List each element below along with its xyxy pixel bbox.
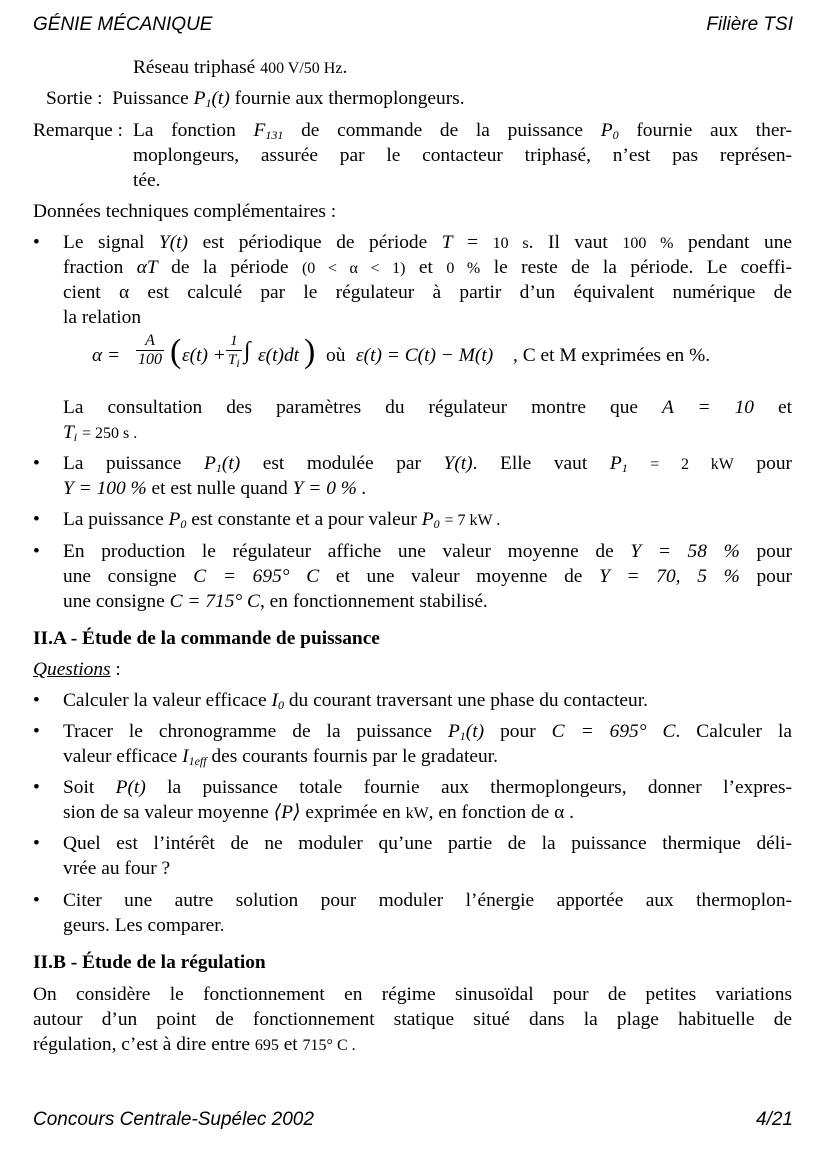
q2-line-2 xyxy=(63,744,498,769)
remarque-text-b: de commande de la puissance xyxy=(301,120,584,141)
b2-text-c: . Elle vaut xyxy=(472,453,588,474)
remarque-line-3: tée. xyxy=(133,170,161,191)
consult-text-c: et xyxy=(777,397,792,418)
remarque-label: Remarque : xyxy=(33,120,123,141)
epsilon-term: ε(t) + xyxy=(182,345,226,366)
p0-var-2: $P_0$ xyxy=(421,509,440,531)
b1-text-b: est périodique de période xyxy=(202,232,428,253)
alpha-range: (0 < α < 1) xyxy=(301,260,406,277)
b3-text-b: est constante et a pour valeur xyxy=(191,509,417,530)
q2-line-1 xyxy=(63,719,792,744)
b1-l2-text-a: fraction xyxy=(63,257,124,278)
b2-text-b: est modulée par xyxy=(262,453,421,474)
b4-l2-text-e: pour xyxy=(756,566,792,587)
ti-value: = 250 s . xyxy=(82,425,138,442)
temp-715: 715° C . xyxy=(302,1037,356,1054)
q2-p1t-symbol: $P_1(t)$ xyxy=(447,721,485,743)
reseau-line xyxy=(133,55,347,81)
q3-line-1 xyxy=(63,775,792,800)
ti-symbol: $T_i$ xyxy=(63,422,78,444)
y-58: Y = 58 % xyxy=(630,541,740,562)
p0-value: = 7 kW . xyxy=(444,512,501,529)
formula-end: , C et M exprimées en %. xyxy=(513,345,711,366)
b-p3-text-c: et xyxy=(283,1034,298,1055)
y-0: Y = 0 % . xyxy=(292,478,367,499)
q2-l2-text-b: des courants fournis par le gradateur. xyxy=(211,746,498,767)
bullet-q4: • xyxy=(33,833,40,854)
frac-num: A xyxy=(136,332,164,351)
frac-ti: $T_i$ xyxy=(228,352,240,370)
formula-where: où xyxy=(326,345,346,366)
bullet-4: • xyxy=(33,541,40,562)
footer-page-number: 4/21 xyxy=(756,1109,793,1130)
fraction-1-ti xyxy=(226,332,242,369)
bullet-3: • xyxy=(33,509,40,530)
b3-text-a: La puissance xyxy=(63,509,164,530)
p0-symbol: $P_0$ xyxy=(600,120,619,142)
y-70-5: Y = 70, 5 % xyxy=(599,566,740,587)
q2-c-695: C = 695° C xyxy=(551,721,676,742)
period-value: 10 s xyxy=(492,235,529,252)
b1-line-2 xyxy=(63,255,792,281)
b1-line-4: la relation xyxy=(63,307,142,328)
y-symbol: Y(t) xyxy=(158,232,189,253)
q4-line-2: vrée au four ? xyxy=(63,858,171,879)
questions-label xyxy=(33,657,121,682)
q5-line-1: Citer une autre solution pour moduler l’énergie apportée aux thermoplon- xyxy=(63,890,792,911)
remarque-line-2: moplongeurs, assurée par le contacteur triphasé, n’est pas représen- xyxy=(133,145,792,166)
b4-line-3 xyxy=(63,589,488,614)
remarque-line-1 xyxy=(133,118,792,143)
integral-sign: ∫ xyxy=(244,338,251,364)
t-symbol: T xyxy=(441,232,453,253)
header-filiere: Filière TSI xyxy=(706,14,793,35)
b4-l2-text-c: et une valeur moyenne de xyxy=(335,566,583,587)
q3-l2-text-c: exprimée en xyxy=(305,802,401,823)
c-715: C = 715° C xyxy=(169,591,260,612)
temp-695: 695 xyxy=(254,1037,279,1054)
b-para-line-2: autour d’un point de fonctionnement statique situé dans la plage habituelle de xyxy=(33,1009,792,1030)
b4-line-1 xyxy=(63,539,792,564)
b2-line-1 xyxy=(63,451,792,477)
b1-l2-text-b: de la période xyxy=(171,257,289,278)
q1-text-a: Calculer la valeur efficace xyxy=(63,690,267,711)
paren-close: ) xyxy=(304,333,316,370)
alpha-t-symbol: αT xyxy=(136,257,158,278)
sortie-label: Sortie : xyxy=(46,88,103,109)
mean-p-symbol: ⟨P⟩ xyxy=(273,802,301,823)
yt-symbol: Y(t) xyxy=(443,453,473,474)
b4-line-2 xyxy=(63,564,792,589)
sortie-text-a: Puissance xyxy=(112,88,189,109)
footer-concours: Concours Centrale-Supélec 2002 xyxy=(33,1109,314,1130)
y-100: Y = 100 % xyxy=(63,478,147,499)
reseau-value: 400 V/50 Hz xyxy=(260,60,343,77)
epsilon-definition: ε(t) = C(t) − M(t) xyxy=(356,345,494,366)
frac-den: 100 xyxy=(138,351,162,368)
b-para-line-1: On considère le fonctionnement en régime sinusoïdal pour de petites variations xyxy=(33,984,792,1005)
pt-symbol: P(t) xyxy=(115,777,146,798)
section-a-title: II.A - Étude de la commande de puissance xyxy=(33,628,380,649)
frac-one: 1 xyxy=(226,332,242,351)
i0-symbol: $I_0$ xyxy=(271,690,284,712)
b2-line-2 xyxy=(63,476,367,501)
remarque-text-c: fournie aux ther- xyxy=(636,120,792,141)
bullet-1: • xyxy=(33,232,40,253)
c-695: C = 695° C xyxy=(193,566,320,587)
q1-text-b: du courant traversant une phase du contacteur. xyxy=(288,690,648,711)
p1-var: $P_1$ xyxy=(609,453,628,475)
f131-symbol: $F_{131}$ xyxy=(253,120,284,142)
q5-line-2: geurs. Les comparer. xyxy=(63,915,225,936)
b2-text-e: pour xyxy=(756,453,792,474)
b1-l2-text-d: et xyxy=(418,257,433,278)
q2-l2-text-a: valeur efficace xyxy=(63,746,178,767)
consult-line-2 xyxy=(63,420,137,446)
p1-value: = 2 kW xyxy=(650,456,734,473)
percent-0: 0 % xyxy=(446,260,481,277)
q4-line-1: Quel est l’intérêt de ne moduler qu’une partie de la puissance thermique déli- xyxy=(63,833,792,854)
percent-100: 100 % xyxy=(622,235,674,252)
bullet-q2: • xyxy=(33,721,40,742)
b4-l2-text-a: une consigne xyxy=(63,566,177,587)
paren-open: ( xyxy=(170,333,182,370)
bullet-q5: • xyxy=(33,890,40,911)
b4-l3-text-c: , en fonctionnement stabilisé. xyxy=(259,591,488,612)
remarque-text-a: La fonction xyxy=(133,120,236,141)
formula-alpha: α = xyxy=(92,345,121,366)
kw-unit: kW xyxy=(405,805,429,822)
consult-line-1 xyxy=(63,395,792,420)
b3-line xyxy=(63,507,500,533)
alpha-formula xyxy=(92,330,772,382)
bullet-q1: • xyxy=(33,690,40,711)
reseau-end: . xyxy=(342,57,348,78)
b-p3-text-a: régulation, c’est à dire entre xyxy=(33,1034,250,1055)
b1-line-1: Le signal Y(t) est périodique de période T = 10 s. Il vaut 100 % pendant une xyxy=(63,232,792,253)
q3-text-b: la puissance totale fournie aux thermoplongeurs, donner l’expres- xyxy=(167,777,793,798)
p1-symbol: $P_1(t)$ xyxy=(193,88,230,110)
sortie-text-b: fournie aux thermoplongeurs. xyxy=(234,88,465,109)
reseau-text: Réseau triphasé xyxy=(133,57,256,78)
bullet-2: • xyxy=(33,453,40,474)
questions-colon: : xyxy=(110,659,121,680)
q2-text-b: pour xyxy=(500,721,536,742)
a-value: A = 10 xyxy=(662,397,754,418)
fraction-a-100 xyxy=(136,332,164,369)
b1-line-3: cient α est calculé par le régulateur à partir d’un équivalent numérique de xyxy=(63,282,792,303)
b2-text-a: La puissance xyxy=(63,453,182,474)
q3-line-2 xyxy=(63,800,574,826)
q3-text-a: Soit xyxy=(63,777,95,798)
q3-l2-text-e: , en fonction de α . xyxy=(428,802,574,823)
q2-text-a: Tracer le chronogramme de la puissance xyxy=(63,721,432,742)
b1-l2-text-f: le reste de la période. Le coeffi- xyxy=(493,257,792,278)
i1eff-symbol: $I_{1eff}$ xyxy=(182,746,207,768)
bullet-q3: • xyxy=(33,777,40,798)
b2-l2-text: et est nulle quand xyxy=(151,478,288,499)
section-b-title: II.B - Étude de la régulation xyxy=(33,952,266,973)
b1-text-a: Le signal xyxy=(63,232,145,253)
b4-text-c: pour xyxy=(756,541,792,562)
donnees-title: Données techniques complémentaires : xyxy=(33,201,337,222)
b-para-line-3 xyxy=(33,1032,356,1058)
sortie-line xyxy=(46,86,465,111)
q1-line xyxy=(63,688,648,713)
q3-l2-text-a: sion de sa valeur moyenne xyxy=(63,802,269,823)
b4-text-a: En production le régulateur affiche une valeur moyenne de xyxy=(63,541,614,562)
header-title: GÉNIE MÉCANIQUE xyxy=(33,14,213,35)
b1-text-d: . Il vaut xyxy=(528,232,608,253)
p1t-symbol: $P_1(t)$ xyxy=(204,453,241,475)
q2-text-d: . Calculer la xyxy=(675,721,792,742)
b4-l3-text-a: une consigne xyxy=(63,591,165,612)
p0-var: $P_0$ xyxy=(168,509,187,531)
b1-text-f: pendant une xyxy=(688,232,792,253)
integrand: ε(t)dt xyxy=(258,345,300,366)
consult-text-a: La consultation des paramètres du régulateur montre que xyxy=(63,397,639,418)
questions-word: Questions xyxy=(33,659,111,680)
